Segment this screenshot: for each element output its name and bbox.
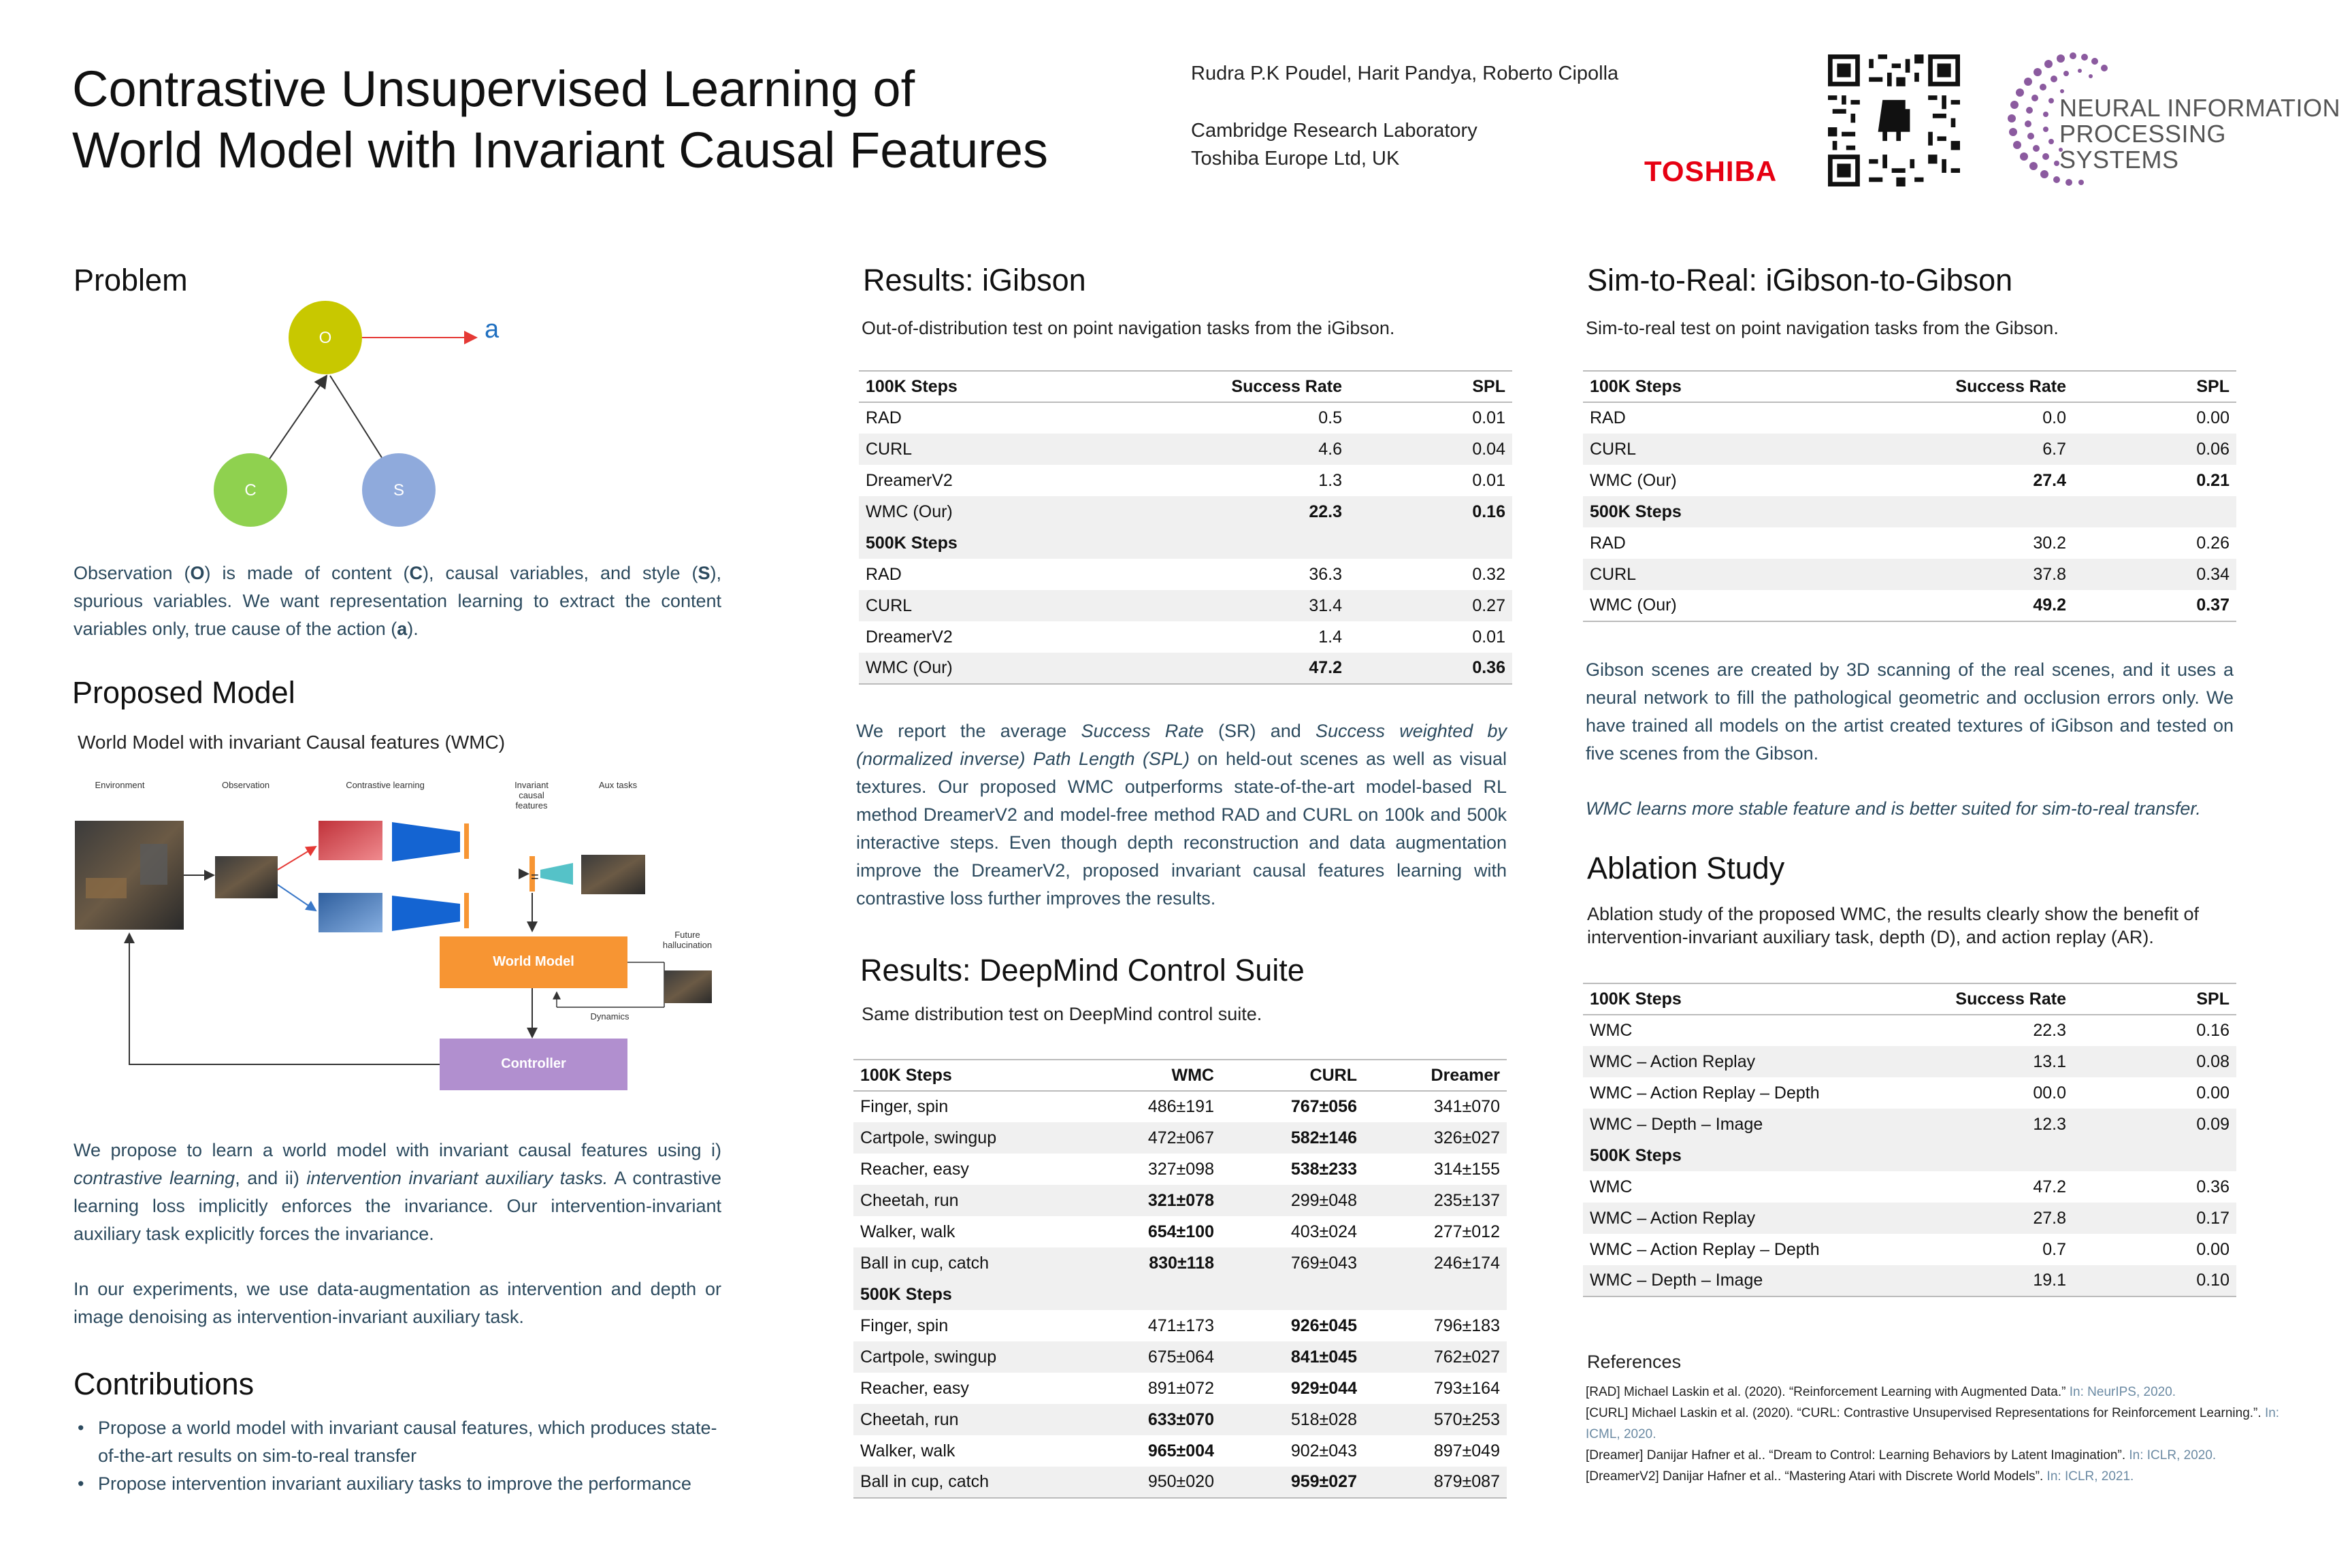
table-row: [1583, 559, 2236, 590]
label-future-hallucination: Future hallucination: [662, 930, 713, 950]
reference-item: [DreamerV2] Danijar Hafner et al.. “Mastering Atari with Discrete World Models”. In: ICLR, 2021.: [1586, 1469, 2134, 1484]
table-header-cell: Success Rate: [1869, 371, 2073, 402]
table-cell: RAD: [866, 564, 902, 584]
world-model-label: World Model: [493, 954, 574, 969]
table-cell: 767±056: [1290, 1097, 1357, 1116]
table-cell: 13.1: [1869, 1046, 2073, 1077]
label-aux-tasks: Aux tasks: [598, 780, 638, 790]
table-row: [853, 1216, 1507, 1247]
label-dynamics: Dynamics: [590, 1011, 630, 1022]
table-cell: 246±174: [1364, 1247, 1507, 1279]
neurips-line-2: PROCESSING SYSTEMS: [2059, 120, 2227, 174]
table-cell: WMC – Action Replay – Depth: [1590, 1239, 1820, 1259]
table-cell: 769±043: [1221, 1247, 1364, 1279]
table-cell: 00.0: [2033, 1083, 2066, 1102]
table-row: [859, 465, 1512, 496]
table-row: [1583, 590, 2236, 621]
table-row: [859, 496, 1512, 527]
table-cell: 0.16: [1349, 496, 1512, 527]
table-cell: 0.01: [1472, 408, 1505, 427]
node-c-label: C: [244, 481, 257, 500]
igibson-table: [859, 370, 1512, 685]
aux-task-image: [581, 855, 645, 894]
references-list: [1586, 1382, 2293, 1487]
table-row: [1583, 1265, 2236, 1296]
table-cell: 1.3: [1318, 470, 1342, 490]
table-cell: 959±027: [1221, 1467, 1364, 1498]
table-row: [1583, 402, 2236, 434]
proposed-model-subtitle: World Model with invariant Causal features (WMC): [78, 732, 506, 753]
ablation-heading: Ablation Study: [1587, 851, 1785, 885]
contribution-item: • Propose a world model with invariant causal features, which produces state-of-the-art results on sim-to-real transfer: [74, 1414, 721, 1470]
dmc-table: [853, 1059, 1507, 1499]
neurips-wordmark: [2059, 95, 2352, 173]
table-cell: 518±028: [1221, 1404, 1364, 1435]
label-invariant-features: Invariant causal features: [514, 780, 549, 811]
table-cell: WMC (Our): [859, 653, 1145, 684]
table-cell: 965±004: [1147, 1441, 1214, 1460]
table-cell: WMC – Depth – Image: [1583, 1109, 1869, 1140]
table-header-cell: CURL: [1221, 1060, 1364, 1091]
table-section-row: [1583, 1140, 2236, 1171]
table-cell: CURL: [1583, 559, 1869, 590]
sim2real-text-1: Gibson scenes are created by 3D scanning of the real scenes, and it uses a neural network to fill the pathological geometric and occlusion errors only. We have trained all models on the artist created textures of iGibson and tested on five scenes from the Gibson.: [1586, 659, 2234, 764]
table-header-cell: 100K Steps: [1583, 983, 1869, 1015]
augmented-view-blue: [318, 893, 382, 932]
table-cell: 47.2: [2033, 1177, 2066, 1196]
igibson-heading: Results: iGibson: [863, 263, 1086, 297]
ablation-table: [1583, 983, 2236, 1297]
table-cell: WMC (Our): [1583, 590, 1869, 621]
reference-item: [CURL] Michael Laskin et al. (2020). “CURL: Contrastive Unsupervised Representations for Reinforcement Learning.”. In: ICML, 2020.: [1586, 1406, 2280, 1441]
table-cell: DreamerV2: [866, 627, 953, 647]
table-cell: 1.4: [1318, 627, 1342, 647]
decoder-shape: [540, 863, 573, 885]
table-cell: 47.2: [1145, 653, 1349, 684]
poster-title: [72, 59, 1161, 181]
table-cell: 31.4: [1145, 590, 1349, 621]
table-header-row: [1583, 371, 2236, 402]
model-diagram: [72, 776, 725, 1096]
table-cell: RAD: [1590, 408, 1626, 427]
table-cell: Finger, spin: [860, 1316, 949, 1335]
affiliation-line-1: Cambridge Research Laboratory: [1191, 120, 1477, 142]
table-row: [853, 1310, 1507, 1341]
table-cell: 471±173: [1147, 1316, 1214, 1335]
sim2real-heading: Sim-to-Real: iGibson-to-Gibson: [1587, 263, 2013, 297]
table-cell: 654±100: [1147, 1222, 1214, 1241]
table-section-label: 500K Steps: [1583, 1140, 2236, 1171]
igibson-subtitle: Out-of-distribution test on point navigation tasks from the iGibson.: [862, 318, 1395, 338]
causal-graph: [204, 299, 531, 531]
table-cell: 0.7: [2042, 1239, 2066, 1259]
table-section-label: 500K Steps: [859, 527, 1512, 559]
table-row: [853, 1467, 1507, 1498]
title-line-2: World Model with Invariant Causal Features: [72, 122, 1049, 178]
table-cell: 897±049: [1433, 1441, 1500, 1460]
table-cell: 321±078: [1078, 1185, 1221, 1216]
ablation-subtitle: Ablation study of the proposed WMC, the results clearly show the benefit of intervention-invariant auxiliary task, depth (D), and action replay (AR).: [1587, 904, 2199, 947]
affiliation-line-2: Toshiba Europe Ltd, UK: [1191, 148, 1400, 169]
table-cell: DreamerV2: [866, 470, 953, 490]
diagram-shapes: [72, 776, 725, 1096]
table-cell: 830±118: [1078, 1247, 1221, 1279]
table-cell: WMC – Action Replay – Depth: [1590, 1083, 1820, 1102]
table-cell: 0.17: [2073, 1203, 2236, 1234]
table-cell: 582±146: [1221, 1122, 1364, 1154]
table-cell: RAD: [1590, 533, 1626, 553]
table-header-row: [1583, 983, 2236, 1015]
table-section-label: 500K Steps: [1583, 496, 2236, 527]
table-cell: Cheetah, run: [853, 1404, 1078, 1435]
encoder-top: [392, 822, 460, 862]
table-cell: Ball in cup, catch: [853, 1247, 1078, 1279]
table-cell: 4.6: [1145, 434, 1349, 465]
table-cell: Ball in cup, catch: [853, 1467, 1078, 1498]
table-header-cell: 100K Steps: [859, 371, 1145, 402]
table-cell: 0.01: [1472, 627, 1505, 647]
table-cell: 675±064: [1078, 1341, 1221, 1373]
table-cell: CURL: [859, 434, 1145, 465]
table-header-cell: SPL: [1349, 371, 1512, 402]
table-cell: Finger, spin: [860, 1097, 949, 1116]
table-cell: Cartpole, swingup: [853, 1122, 1078, 1154]
node-s-label: S: [393, 481, 405, 500]
table-cell: 0.16: [2196, 1021, 2230, 1040]
affiliation: [1191, 117, 1477, 173]
table-header-cell: SPL: [2073, 371, 2236, 402]
table-cell: 762±027: [1364, 1341, 1507, 1373]
table-cell: 341±070: [1433, 1097, 1500, 1116]
table-header-cell: WMC: [1078, 1060, 1221, 1091]
table-cell: 0.36: [2196, 1177, 2230, 1196]
table-cell: 0.37: [2073, 590, 2236, 621]
table-row: [1583, 1015, 2236, 1046]
table-cell: 926±045: [1290, 1316, 1357, 1335]
table-cell: 0.32: [1472, 564, 1505, 584]
action-label: a: [485, 315, 500, 344]
table-cell: CURL: [1583, 434, 1869, 465]
table-cell: 0.00: [2196, 1083, 2230, 1102]
proposed-text-1: We propose to learn a world model with invariant causal features using i) contrastive learning, and ii) intervention invariant auxiliary tasks. A contrastive learning loss implicitly enforces the invariance. Our intervention-invariant auxiliary task explicitly forces the invariance.: [74, 1140, 721, 1244]
table-header-cell: Dreamer: [1364, 1060, 1507, 1091]
table-section-row: [1583, 496, 2236, 527]
label-observation: Observation: [221, 780, 270, 790]
table-cell: 891±072: [1147, 1378, 1214, 1398]
table-row: [853, 1435, 1507, 1467]
table-row: [859, 559, 1512, 590]
table-header-cell: Success Rate: [1869, 983, 2073, 1015]
table-cell: WMC – Action Replay: [1583, 1203, 1869, 1234]
proposed-model-heading: Proposed Model: [72, 675, 295, 710]
observation-image: [215, 856, 278, 898]
table-cell: WMC: [1590, 1021, 1633, 1040]
table-cell: 49.2: [1869, 590, 2073, 621]
table-cell: 0.06: [2073, 434, 2236, 465]
table-cell: Reacher, easy: [860, 1378, 969, 1398]
table-cell: 0.00: [2196, 408, 2230, 427]
table-cell: 929±044: [1290, 1378, 1357, 1398]
table-cell: 0.34: [2073, 559, 2236, 590]
equals-sign: =: [531, 870, 539, 885]
table-cell: 0.26: [2196, 533, 2230, 553]
igibson-text: We report the average Success Rate (SR) and Success weighted by (normalized inverse) Path Length (SPL) on held-out scenes as well as visual textures. Our proposed WMC outperforms state-of-the-art model-based RL method DreamerV2 and model-free method RAD and CURL on 100k and 500k interactive steps. Even though depth reconstruction and data augmentation improve the DreamerV2, proposed invariant causal features learning with contrastive loss further improves the results.: [856, 721, 1507, 909]
table-row: [1583, 1203, 2236, 1234]
table-cell: 0.36: [1349, 653, 1512, 684]
table-cell: 27.8: [1869, 1203, 2073, 1234]
table-cell: 36.3: [1309, 564, 1342, 584]
table-cell: 0.10: [2073, 1265, 2236, 1296]
neurips-line-1: NEURAL INFORMATION: [2059, 94, 2341, 122]
table-cell: 879±087: [1364, 1467, 1507, 1498]
sim2real-text-2: WMC learns more stable feature and is better suited for sim-to-real transfer.: [1586, 798, 2201, 819]
table-row: [1583, 1109, 2236, 1140]
problem-heading: Problem: [74, 263, 188, 297]
table-cell: WMC (Our): [859, 496, 1145, 527]
label-environment: Environment: [95, 780, 145, 790]
table-cell: 22.3: [2033, 1021, 2066, 1040]
table-row: [1583, 465, 2236, 496]
dmc-heading: Results: DeepMind Control Suite: [860, 953, 1305, 987]
table-row: [853, 1185, 1507, 1216]
contribution-item: • Propose intervention invariant auxiliary tasks to improve the performance: [74, 1470, 721, 1498]
table-cell: 486±191: [1147, 1097, 1214, 1116]
table-cell: 314±155: [1433, 1159, 1500, 1179]
table-cell: 0.21: [2196, 470, 2230, 490]
table-row: [1583, 434, 2236, 465]
table-cell: Cheetah, run: [853, 1185, 1078, 1216]
table-cell: 6.7: [1869, 434, 2073, 465]
table-row: [853, 1341, 1507, 1373]
authors: Rudra P.K Poudel, Harit Pandya, Roberto Cipolla: [1191, 63, 1619, 84]
table-cell: 299±048: [1221, 1185, 1364, 1216]
controller-label: Controller: [501, 1056, 566, 1071]
table-cell: 472±067: [1078, 1122, 1221, 1154]
table-section-row: [853, 1279, 1507, 1310]
table-section-row: [859, 527, 1512, 559]
table-row: [1583, 1171, 2236, 1203]
table-cell: 0.5: [1318, 408, 1342, 427]
table-cell: Reacher, easy: [860, 1159, 969, 1179]
table-cell: 570±253: [1364, 1404, 1507, 1435]
table-cell: WMC – Action Replay: [1583, 1046, 1869, 1077]
table-row: [1583, 1046, 2236, 1077]
references-heading: References: [1587, 1352, 1682, 1372]
table-row: [853, 1373, 1507, 1404]
table-cell: 0.09: [2073, 1109, 2236, 1140]
table-row: [1583, 1234, 2236, 1265]
table-cell: 403±024: [1290, 1222, 1357, 1241]
table-header-row: [859, 371, 1512, 402]
table-cell: 22.3: [1145, 496, 1349, 527]
toshiba-logo: TOSHIBA: [1644, 155, 1778, 187]
label-contrastive: Contrastive learning: [346, 780, 425, 790]
dmc-subtitle: Same distribution test on DeepMind control suite.: [862, 1004, 1262, 1024]
table-cell: CURL: [859, 590, 1145, 621]
contributions-list: [74, 1414, 721, 1498]
table-cell: 793±164: [1433, 1378, 1500, 1398]
table-cell: 902±043: [1290, 1441, 1357, 1460]
table-cell: 0.04: [1349, 434, 1512, 465]
table-row: [853, 1154, 1507, 1185]
table-header-cell: 100K Steps: [1583, 371, 1869, 402]
table-cell: 0.08: [2073, 1046, 2236, 1077]
table-row: [859, 621, 1512, 653]
table-cell: Cartpole, swingup: [853, 1341, 1078, 1373]
table-row: [859, 653, 1512, 684]
table-row: [859, 434, 1512, 465]
table-cell: Walker, walk: [860, 1222, 956, 1241]
table-cell: Walker, walk: [860, 1441, 956, 1460]
table-cell: 326±027: [1364, 1122, 1507, 1154]
table-cell: 0.27: [1349, 590, 1512, 621]
table-cell: 950±020: [1078, 1467, 1221, 1498]
table-cell: RAD: [866, 408, 902, 427]
table-cell: 633±070: [1078, 1404, 1221, 1435]
table-row: [859, 590, 1512, 621]
future-image: [664, 970, 712, 1003]
contributions-heading: Contributions: [74, 1367, 255, 1401]
table-row: [1583, 1077, 2236, 1109]
table-cell: 277±012: [1433, 1222, 1500, 1241]
qr-code-icon[interactable]: [1828, 54, 1960, 186]
table-row: [1583, 527, 2236, 559]
table-cell: WMC (Our): [1590, 470, 1677, 490]
augmented-view-red: [318, 821, 382, 860]
title-line-1: Contrastive Unsupervised Learning of: [72, 61, 915, 117]
problem-text: Observation (O) is made of content (C), causal variables, and style (S), spurious variables. We want representation learning to extract the content variables only, true cause of the action (a).: [74, 563, 721, 639]
table-cell: 235±137: [1364, 1185, 1507, 1216]
table-header-cell: SPL: [2073, 983, 2236, 1015]
encoder-bottom: [392, 896, 460, 931]
table-cell: WMC: [1590, 1177, 1633, 1196]
table-row: [853, 1247, 1507, 1279]
table-section-label: 500K Steps: [853, 1279, 1507, 1310]
table-cell: 538±233: [1290, 1159, 1357, 1179]
table-row: [853, 1091, 1507, 1122]
table-cell: 30.2: [2033, 533, 2066, 553]
table-row: [853, 1122, 1507, 1154]
table-cell: 19.1: [1869, 1265, 2073, 1296]
table-cell: 0.0: [2042, 408, 2066, 427]
table-cell: 0.00: [2196, 1239, 2230, 1259]
table-cell: 796±183: [1433, 1316, 1500, 1335]
table-cell: 37.8: [1869, 559, 2073, 590]
sim2real-table: [1583, 370, 2236, 622]
table-cell: 12.3: [1869, 1109, 2073, 1140]
sim2real-subtitle: Sim-to-real test on point navigation tasks from the Gibson.: [1586, 318, 2059, 338]
node-o-label: O: [318, 329, 332, 347]
table-cell: 841±045: [1221, 1341, 1364, 1373]
table-row: [853, 1404, 1507, 1435]
table-header-cell: 100K Steps: [853, 1060, 1078, 1091]
table-header-cell: Success Rate: [1145, 371, 1349, 402]
reference-item: [RAD] Michael Laskin et al. (2020). “Reinforcement Learning with Augmented Data.” In: NeurIPS, 2020.: [1586, 1385, 2176, 1399]
proposed-text-2: In our experiments, we use data-augmentation as intervention and depth or image denoising as intervention-invariant auxiliary task.: [74, 1279, 721, 1327]
table-cell: 0.01: [1472, 470, 1505, 490]
reference-item: [Dreamer] Danijar Hafner et al.. “Dream to Control: Learning Behaviors by Latent Imagination”. In: ICLR, 2020.: [1586, 1448, 2217, 1463]
table-row: [859, 402, 1512, 434]
table-header-row: [853, 1060, 1507, 1091]
table-cell: 327±098: [1147, 1159, 1214, 1179]
table-cell: WMC – Depth – Image: [1583, 1265, 1869, 1296]
table-cell: 27.4: [2033, 470, 2066, 490]
